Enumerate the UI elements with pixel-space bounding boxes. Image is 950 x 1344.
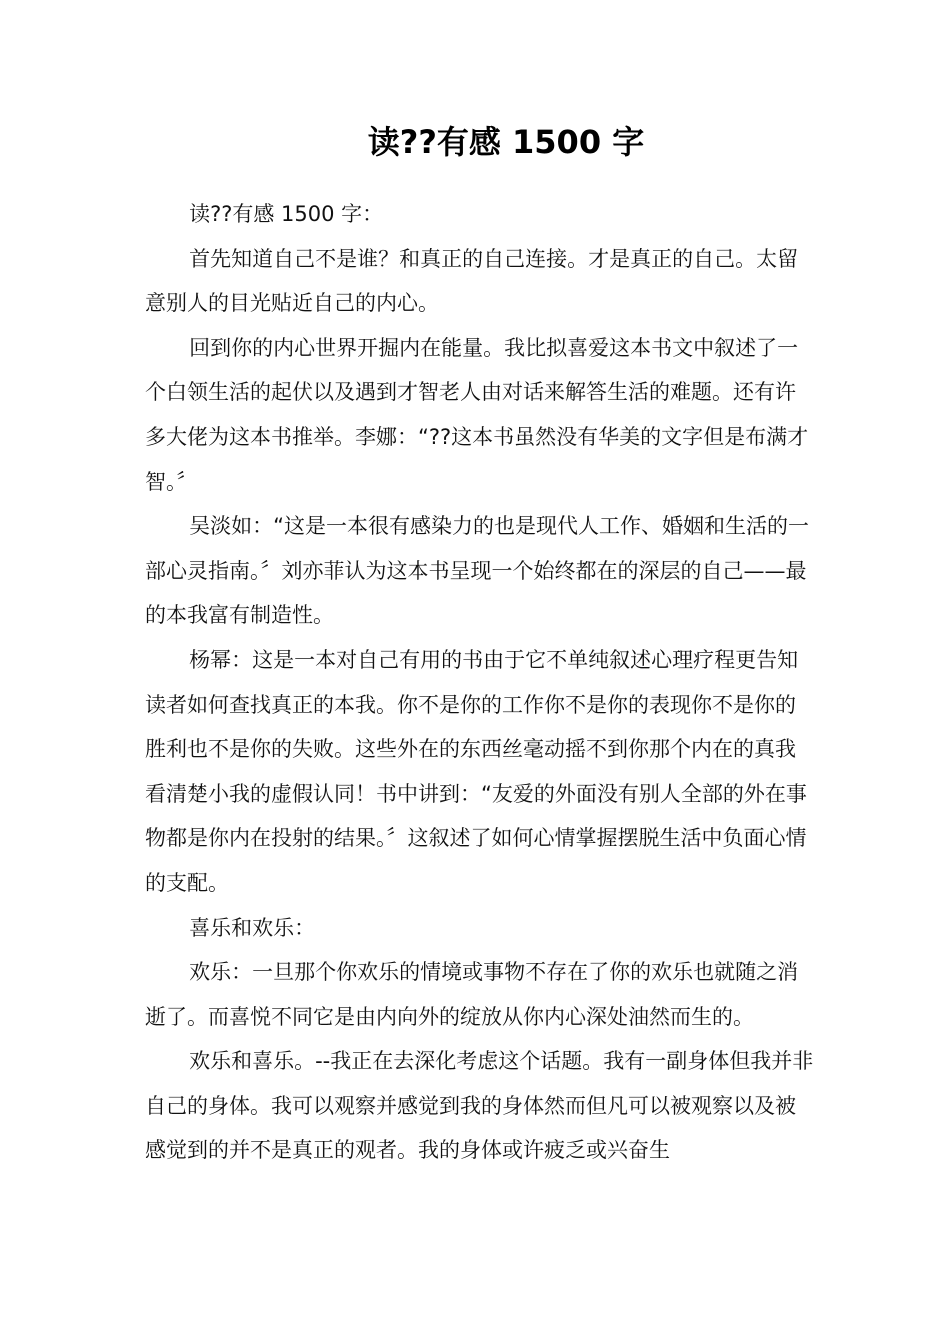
paragraph: 欢乐和喜乐。--我正在去深化考虑这个话题。我有一副身体但我并非自己的身体。我可以观察并感觉到我的身体然而但凡可以被观察以及被感觉到的并不是真正的观者。我的身体或许疲乏或兴奋生 bbox=[145, 1049, 814, 1163]
paragraph: 读??有感 1500 字： bbox=[189, 202, 384, 226]
paragraph: 吴淡如：“这是一本很有感染力的也是现代人工作、婚姻和生活的一部心灵指南。〞刘亦菲认为这本书呈现一个始终都在的深层的自己——最的本我富有制造性。 bbox=[145, 514, 809, 628]
document-title: 读??有感 1500 字 bbox=[367, 123, 645, 161]
paragraph: 喜乐和欢乐： bbox=[189, 915, 316, 940]
paragraph: 欢乐：一旦那个你欢乐的情境或事物不存在了你的欢乐也就随之消逝了。而喜悦不同它是由内向外的绽放从你内心深处油然而生的。 bbox=[145, 960, 799, 1029]
paragraph: 首先知道自己不是谁？和真正的自己连接。才是真正的自己。太留意别人的目光贴近自己的内心。 bbox=[145, 246, 799, 316]
paragraph: 杨幂：这是一本对自己有用的书由于它不单纯叙述心理疗程更告知读者如何查找真正的本我。你不是你的工作你不是你的表现你不是你的胜利也不是你的失败。这些外在的东西丝毫动摇不到你那个内在的真我看清楚小我的虚假认同！书中讲到：“友爱的外面没有别人全部的外在事物都是你内在投射的结果。〞这叙述了如何心情掌握摆脱生活中负面心情的支配。 bbox=[145, 647, 807, 895]
document-body bbox=[145, 192, 815, 1173]
paragraph: 回到你的内心世界开掘内在能量。我比拟喜爱这本书文中叙述了一个白领生活的起伏以及遇到才智老人由对话来解答生活的难题。还有许多大佬为这本书推举。李娜：“??这本书虽然没有华美的文字但是布满才智。〞 bbox=[145, 335, 809, 494]
